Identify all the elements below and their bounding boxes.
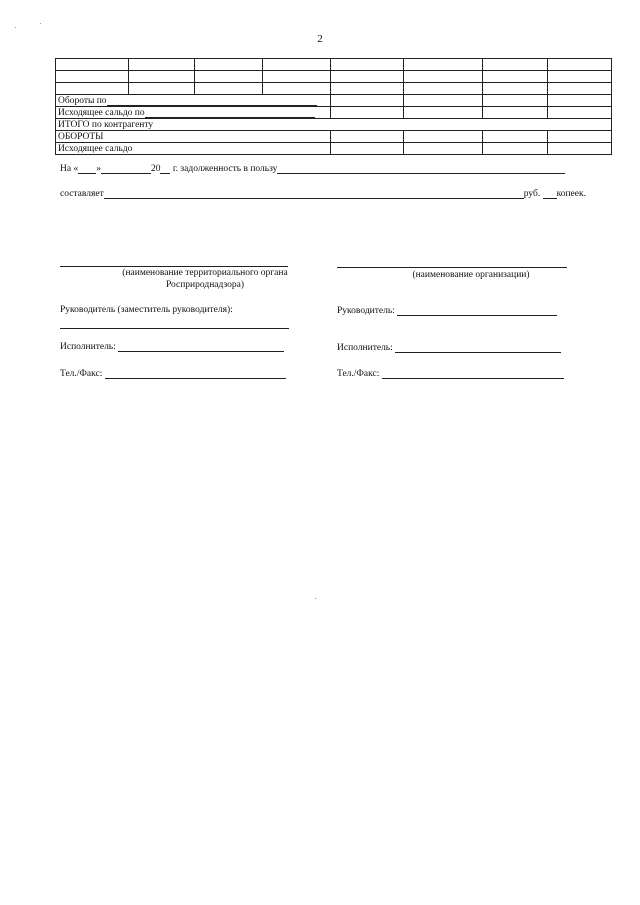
table-cell [195,71,263,83]
table-cell [56,71,129,83]
closing-balance-cell: Исходящее сальдо [56,143,331,155]
table-row [56,83,612,95]
right-executor-row [337,343,561,353]
table-cell [56,59,129,71]
creditor-blank [277,164,565,174]
day-blank [78,164,96,174]
table-cell [483,59,548,71]
closing-balance-for-label: Исходящее сальдо по [58,108,145,118]
table-cell [483,83,548,95]
right-head-label: Руководитель: [337,306,395,316]
closing-balance-for-cell [56,107,331,119]
amount-blank [104,189,524,199]
left-executor-label: Исполнитель: [60,342,116,352]
turnover-for-cell [56,95,331,107]
right-phone-row [337,369,564,379]
table-cell [331,83,404,95]
table-cell [331,143,404,155]
debt-statement-line [60,164,565,174]
right-executor-label: Исполнитель: [337,343,393,353]
left-head-signature-line [60,328,289,329]
total-by-counterparty-cell: ИТОГО по контрагенту [56,119,612,131]
table-cell [483,143,548,155]
table-cell [404,95,483,107]
turnover-for-label: Обороты по [58,96,107,106]
closing-balance-row [56,143,612,155]
debt-text: г. задолженность в пользу [172,164,278,174]
turnover-for-blank [107,96,317,106]
right-head-signature-line [397,306,557,316]
amount-prefix: составляет [60,189,104,199]
table-row [56,59,612,71]
table-cell [263,59,331,71]
left-org-caption-line1: (наименование территориального органа [122,268,288,278]
month-blank [101,164,151,174]
table-cell [548,95,612,107]
turnovers-row [56,131,612,143]
right-org-signature-line [337,267,567,268]
left-org-caption-line2: Росприроднадзора) [165,280,245,290]
scan-speck [40,23,41,24]
table-cell [331,95,404,107]
table-cell [404,143,483,155]
total-by-counterparty-row [56,119,612,131]
table-cell [404,107,483,119]
left-executor-line [118,342,284,352]
right-executor-line [395,343,561,353]
date-quote-close: » [96,164,101,174]
turnovers-cell: ОБОРОТЫ [56,131,331,143]
table-cell [331,71,404,83]
left-phone-label: Тел./Факс: [60,369,103,379]
date-prefix: На « [60,164,79,174]
table-cell [195,59,263,71]
left-head-label: Руководитель (заместитель руководителя): [60,305,233,315]
table-cell [129,59,195,71]
page-number: 2 [317,33,323,45]
table-cell [404,131,483,143]
right-phone-line [382,369,564,379]
table-row [56,71,612,83]
left-org-signature-line [60,266,288,267]
table-cell [548,131,612,143]
scan-speck [315,598,316,599]
table-cell [404,59,483,71]
closing-balance-for-row [56,107,612,119]
scan-speck [15,27,16,28]
rub-label: руб. [523,189,541,199]
table-cell [548,59,612,71]
year-blank [160,164,170,174]
left-phone-row [60,369,286,379]
table-cell [263,83,331,95]
year-prefix: 20 [150,164,161,174]
table-cell [483,95,548,107]
kopecks-label: копеек. [556,189,586,199]
right-org-caption: (наименование организации) [412,270,530,280]
kopecks-blank [543,189,557,199]
table-cell [129,83,195,95]
table-cell [129,71,195,83]
table-cell [548,143,612,155]
table-cell [195,83,263,95]
table-cell [404,71,483,83]
right-head-row [337,306,557,316]
amount-line [60,189,607,199]
turnover-for-row [56,95,612,107]
left-phone-line [105,369,286,379]
table-cell [548,107,612,119]
table-cell [263,71,331,83]
table-cell [56,83,129,95]
table-cell [483,71,548,83]
table-cell [404,83,483,95]
table-cell [331,107,404,119]
table-cell [548,83,612,95]
table-cell [548,71,612,83]
reconciliation-table [55,58,612,155]
table-cell [331,131,404,143]
closing-balance-for-blank [145,108,315,118]
table-cell [483,131,548,143]
left-executor-row [60,342,284,352]
right-phone-label: Тел./Факс: [337,369,380,379]
table-cell [483,107,548,119]
table-cell [331,59,404,71]
